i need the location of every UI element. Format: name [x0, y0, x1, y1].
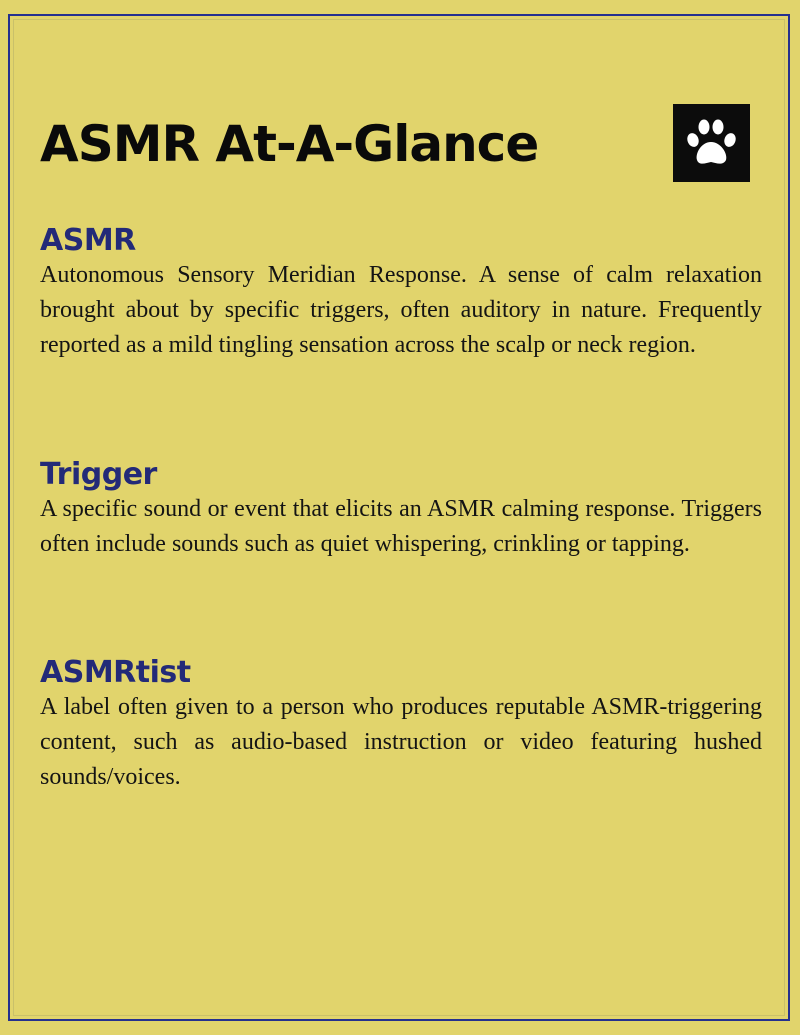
- paw-print-icon: [673, 104, 750, 182]
- entry-asmr: [40, 224, 762, 363]
- term-heading: Trigger: [40, 457, 157, 492]
- term-definition: Autonomous Sensory Meridian Response. A sense of calm relaxation brought about by specific triggers, often auditory in nature. Frequently reported as a mild tingling sensation across the scalp or neck region.: [40, 262, 762, 358]
- term-definition: A specific sound or event that elicits an ASMR calming response. Triggers often include sounds such as quiet whispering, crinkling or tapping.: [40, 496, 762, 557]
- term-heading: ASMR: [40, 223, 136, 258]
- entry-asmrtist: [40, 656, 762, 795]
- term-heading: ASMRtist: [40, 655, 191, 690]
- entry-trigger: [40, 458, 762, 562]
- term-definition: A label often given to a person who produces reputable ASMR-triggering content, such as audio-based instruction or video featuring hushed sounds/voices.: [40, 694, 762, 790]
- header: [40, 104, 538, 184]
- page-title: ASMR At-A-Glance: [40, 115, 539, 173]
